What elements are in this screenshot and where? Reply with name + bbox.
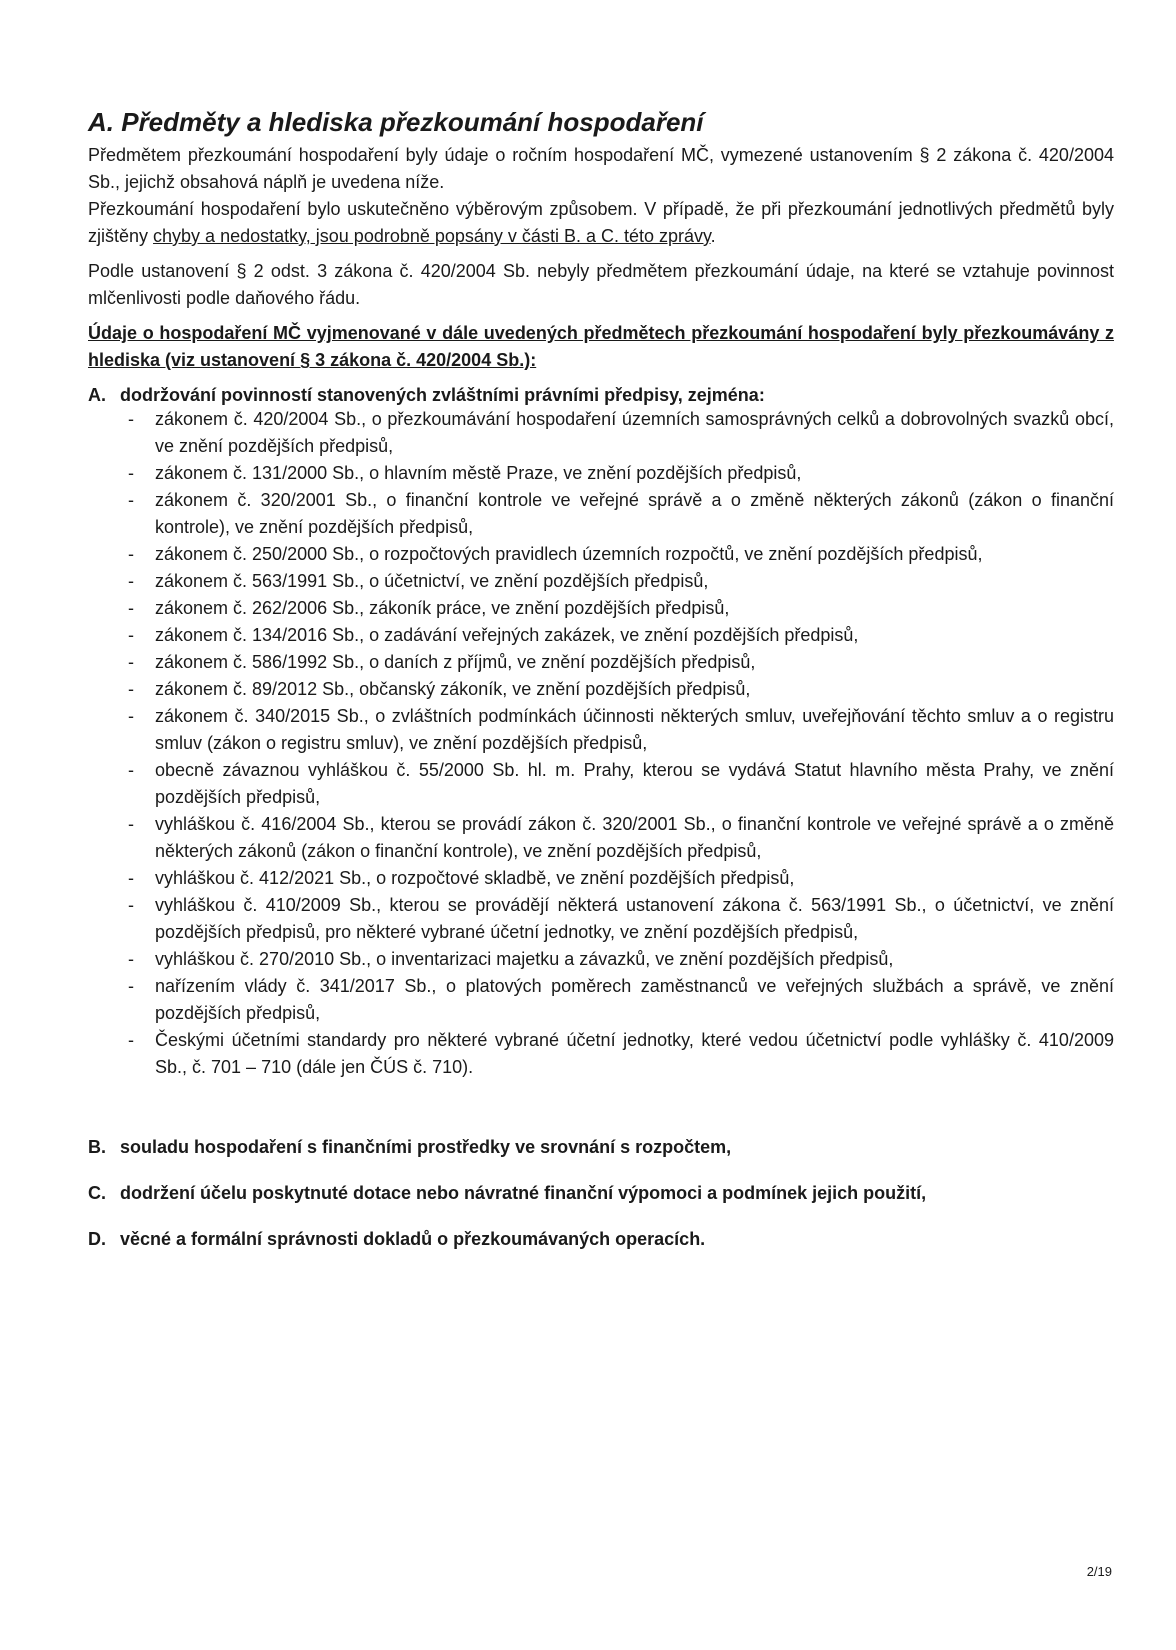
list-item-text: vyhláškou č. 270/2010 Sb., o inventarizaci majetku a závazků, ve znění pozdějších předpisů, (155, 949, 894, 969)
list-dash: - (128, 760, 134, 780)
list-item (88, 811, 1114, 865)
list-item (88, 622, 1114, 649)
list-item-text: zákonem č. 250/2000 Sb., o rozpočtových pravidlech územních rozpočtů, ve znění pozdějších předpisů, (155, 544, 983, 564)
list-item-text: zákonem č. 586/1992 Sb., o daních z příjmů, ve znění pozdějších předpisů, (155, 652, 756, 672)
list-item-text: obecně závaznou vyhláškou č. 55/2000 Sb. hl. m. Prahy, kterou se vydává Statut hlavního města Prahy, ve znění pozdějších předpisů, (155, 760, 1114, 807)
list-dash: - (128, 814, 134, 834)
list-item (88, 703, 1114, 757)
list-item-text: vyhláškou č. 410/2009 Sb., kterou se provádějí některá ustanovení zákona č. 563/1991 Sb., o účetnictví, ve znění pozdějších předpisů, pro některé vybrané účetní jednotky, ve znění pozdějších předpisů, (155, 895, 1114, 942)
section-b-heading (88, 1134, 1114, 1161)
list-item (88, 676, 1114, 703)
list-item (88, 487, 1114, 541)
list-item-text: zákonem č. 89/2012 Sb., občanský zákoník, ve znění pozdějších předpisů, (155, 679, 751, 699)
list-dash: - (128, 868, 134, 888)
list-item (88, 460, 1114, 487)
page-title: A. Předměty a hlediska přezkoumání hospodaření (88, 107, 704, 137)
section-a-heading (88, 382, 1114, 409)
section-heading: Údaje o hospodaření MČ vyjmenované v dále uvedených předmětech přezkoumání hospodaření byly přezkoumávány z hlediska (viz ustanovení § 3 zákona č. 420/2004 Sb.): (88, 323, 1114, 370)
list-dash: - (128, 544, 134, 564)
list-item (88, 568, 1114, 595)
list-item-text: nařízením vlády č. 341/2017 Sb., o platových poměrech zaměstnanců ve veřejných službách a správě, ve znění pozdějších předpisů, (155, 976, 1114, 1023)
list-dash: - (128, 949, 134, 969)
list-dash: - (128, 1030, 134, 1050)
paragraph-method (88, 196, 1114, 250)
list-dash: - (128, 625, 134, 645)
section-d-heading (88, 1226, 1114, 1253)
section-a-text: dodržování povinností stanovených zvláštními právními předpisy, zejména: (120, 385, 765, 405)
list-item-text: Českými účetními standardy pro některé vybrané účetní jednotky, které vedou účetnictví podle vyhlášky č. 410/2009 Sb., č. 701 – 710 (dále jen ČÚS č. 710). (155, 1030, 1114, 1077)
paragraph-method-start: Přezkoumání hospodaření bylo uskutečněno výběrovým způsobem. V případě, že při přezkoumání jednotlivých předmětů byly zjištěny (88, 199, 1114, 246)
list-dash: - (128, 652, 134, 672)
list-item (88, 1027, 1114, 1081)
list-dash: - (128, 463, 134, 483)
section-c-heading (88, 1180, 1114, 1207)
page-number: 2/19 (1086, 1564, 1112, 1579)
list-item-text: vyhláškou č. 416/2004 Sb., kterou se provádí zákon č. 320/2001 Sb., o finanční kontrole ve veřejné správě a o změně některých zákonů (zákon o finanční kontrole), ve znění pozdějších předpisů, (155, 814, 1114, 861)
list-item-text: vyhláškou č. 412/2021 Sb., o rozpočtové skladbě, ve znění pozdějších předpisů, (155, 868, 795, 888)
law-list (88, 406, 1114, 1081)
list-item (88, 406, 1114, 460)
list-dash: - (128, 976, 134, 996)
list-item-text: zákonem č. 320/2001 Sb., o finanční kontrole ve veřejné správě a o změně některých zákonů (zákon o finanční kontrole), ve znění pozdějších předpisů, (155, 490, 1114, 537)
list-item-text: zákonem č. 340/2015 Sb., o zvláštních podmínkách účinnosti některých smluv, uveřejňování těchto smluv a o registru smluv (zákon o registru smluv), ve znění pozdějších předpisů, (155, 706, 1114, 753)
list-item (88, 865, 1114, 892)
section-d-letter: D. (88, 1229, 106, 1249)
list-dash: - (128, 571, 134, 591)
list-dash: - (128, 679, 134, 699)
list-item (88, 541, 1114, 568)
paragraph-confidentiality: Podle ustanovení § 2 odst. 3 zákona č. 420/2004 Sb. nebyly předmětem přezkoumání údaje, na které se vztahuje povinnost mlčenlivosti podle daňového řádu. (88, 261, 1114, 308)
section-a-letter: A. (88, 385, 106, 405)
list-item-text: zákonem č. 262/2006 Sb., zákoník práce, ve znění pozdějších předpisů, (155, 598, 730, 618)
section-c-text: dodržení účelu poskytnuté dotace nebo návratné finanční výpomoci a podmínek jejich použití, (120, 1183, 927, 1203)
list-item-text: zákonem č. 420/2004 Sb., o přezkoumávání hospodaření územních samosprávných celků a dobrovolných svazků obcí, ve znění pozdějších předpisů, (155, 409, 1114, 456)
paragraph-method-end: . (710, 226, 716, 246)
list-item-text: zákonem č. 563/1991 Sb., o účetnictví, ve znění pozdějších předpisů, (155, 571, 709, 591)
section-b-text: souladu hospodaření s finančními prostředky ve srovnání s rozpočtem, (120, 1137, 732, 1157)
list-dash: - (128, 490, 134, 510)
paragraph-subject: Předmětem přezkoumání hospodaření byly údaje o ročním hospodaření MČ, vymezené ustanovením § 2 zákona č. 420/2004 Sb., jejichž obsahová náplň je uvedena níže. (88, 145, 1114, 192)
section-b-letter: B. (88, 1137, 106, 1157)
list-dash: - (128, 706, 134, 726)
list-item-text: zákonem č. 131/2000 Sb., o hlavním městě Praze, ve znění pozdějších předpisů, (155, 463, 802, 483)
list-item (88, 973, 1114, 1027)
section-d-text: věcné a formální správnosti dokladů o přezkoumávaných operacích. (120, 1229, 706, 1249)
list-dash: - (128, 895, 134, 915)
list-dash: - (128, 598, 134, 618)
list-item (88, 892, 1114, 946)
list-item (88, 649, 1114, 676)
section-c-letter: C. (88, 1183, 106, 1203)
list-item-text: zákonem č. 134/2016 Sb., o zadávání veřejných zakázek, ve znění pozdějších předpisů, (155, 625, 859, 645)
list-item (88, 595, 1114, 622)
list-item (88, 757, 1114, 811)
list-item (88, 946, 1114, 973)
list-dash: - (128, 409, 134, 429)
paragraph-method-underlined: chyby a nedostatky, jsou podrobně popsány v části B. a C. této zprávy (153, 226, 711, 246)
